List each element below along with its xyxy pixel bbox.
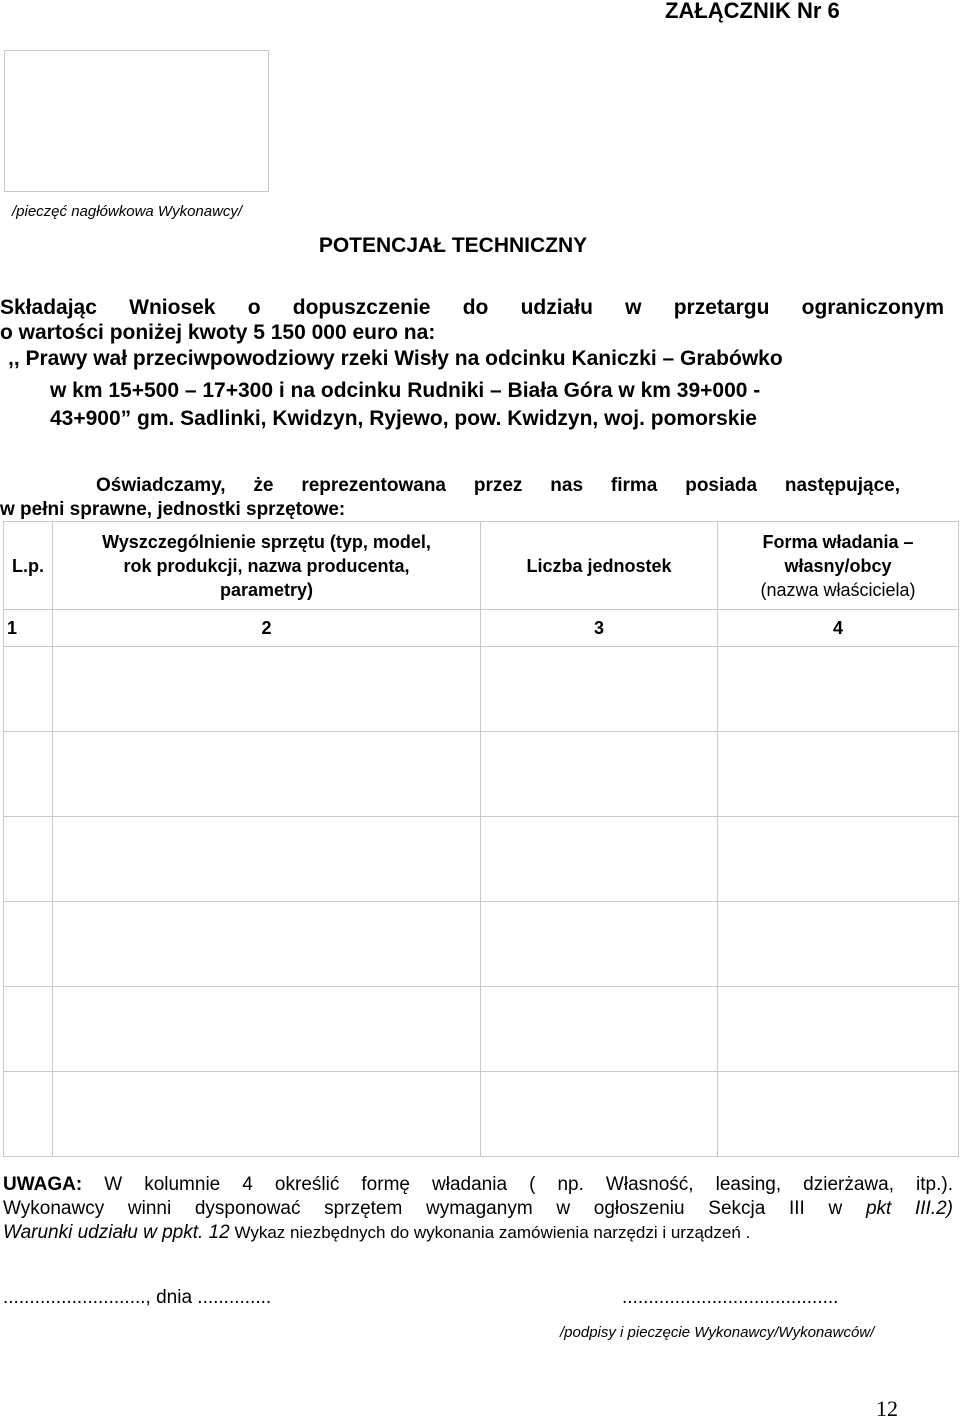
annex-label: ZAŁĄCZNIK Nr 6 (665, 0, 840, 23)
header-own-line-2: własny/obcy (784, 555, 892, 576)
header-own-line-3: (nazwa właściciela) (760, 579, 916, 600)
intro-line-1: Składając Wniosek o dopuszczenie do udziału w przetargu ograniczonym (0, 296, 944, 319)
project-line-2: w km 15+500 – 17+300 i na odcinku Rudniki – Biała Góra w km 39+000 - (50, 379, 761, 402)
cell[interactable] (718, 817, 959, 902)
note-label: UWAGA: (3, 1174, 83, 1195)
company-stamp-box (4, 50, 269, 192)
column-number: 1 (4, 610, 53, 647)
cell[interactable] (53, 902, 481, 987)
project-line-3: 43+900” gm. Sadlinki, Kwidzyn, Ryjewo, pow. Kwidzyn, woj. pomorskie (50, 407, 757, 430)
equipment-table (3, 521, 959, 1157)
cell[interactable] (53, 647, 481, 732)
cell[interactable] (481, 732, 718, 817)
table-row (4, 987, 959, 1072)
table-row (4, 732, 959, 817)
signature-label: /podpisy i pieczęcie Wykonawcy/Wykonawców/ (560, 1324, 875, 1341)
cell[interactable] (718, 732, 959, 817)
cell[interactable] (481, 1072, 718, 1157)
table-row (4, 902, 959, 987)
note-reference: pkt III.2) (865, 1198, 953, 1219)
header-spec-line-1: Wyszczególnienie sprzętu (typ, model, (102, 531, 431, 552)
table-header-row (4, 522, 959, 610)
cell[interactable] (481, 647, 718, 732)
header-equipment-spec (53, 522, 481, 610)
cell[interactable] (53, 732, 481, 817)
column-number: 4 (718, 610, 959, 647)
header-spec-line-2: rok produkcji, nazwa producenta, (123, 555, 410, 576)
note-text-1: W kolumnie 4 określić formę władania ( np. Własność, leasing, dzierżawa, itp.). (82, 1174, 953, 1195)
declaration-line-1: Oświadczamy, że reprezentowana przez nas firma posiada następujące, (96, 475, 900, 496)
cell[interactable] (53, 817, 481, 902)
intro-line-2: o wartości poniżej kwoty 5 150 000 euro na: (0, 321, 436, 344)
note-line-2 (3, 1197, 953, 1221)
cell[interactable] (481, 987, 718, 1072)
header-spec-line-3: parametry) (219, 579, 314, 600)
note-block (3, 1173, 953, 1245)
cell[interactable] (4, 987, 53, 1072)
cell[interactable] (53, 987, 481, 1072)
column-number-row (4, 610, 959, 647)
note-text-2: Wykonawcy winni dysponować sprzętem wymaganym w ogłoszeniu Sekcja III w (3, 1198, 866, 1219)
note-text-3: Wykaz niezbędnych do wykonania zamówienia narzędzi i urządzeń . (229, 1223, 751, 1242)
declaration (0, 474, 900, 522)
place-date-line: ..........................., dnia .............. (3, 1287, 272, 1308)
document-title: POTENCJAŁ TECHNICZNY (318, 234, 588, 257)
signature-line: ......................................... (622, 1287, 839, 1308)
cell[interactable] (481, 817, 718, 902)
stamp-label: /pieczęć nagłówkowa Wykonawcy/ (12, 203, 243, 220)
header-lp: L.p. (4, 522, 53, 610)
table-row (4, 817, 959, 902)
note-reference-2: Warunki udziału w ppkt. 12 (3, 1222, 230, 1243)
cell[interactable] (4, 817, 53, 902)
declaration-line-2: w pełni sprawne, jednostki sprzętowe: (0, 499, 346, 520)
cell[interactable] (4, 647, 53, 732)
cell[interactable] (718, 902, 959, 987)
note-line-1 (3, 1173, 953, 1197)
note-line-3 (3, 1221, 953, 1245)
cell[interactable] (718, 987, 959, 1072)
table-row (4, 647, 959, 732)
table-row (4, 1072, 959, 1157)
header-own-line-1: Forma władania – (762, 531, 914, 552)
cell[interactable] (481, 902, 718, 987)
cell[interactable] (4, 1072, 53, 1157)
cell[interactable] (718, 647, 959, 732)
header-ownership (718, 522, 959, 610)
cell[interactable] (4, 732, 53, 817)
cell[interactable] (718, 1072, 959, 1157)
column-number: 3 (481, 610, 718, 647)
project-line-1: ,, Prawy wał przeciwpowodziowy rzeki Wisły na odcinku Kaniczki – Grabówko (8, 347, 783, 370)
page-number: 12 (876, 1396, 898, 1421)
cell[interactable] (53, 1072, 481, 1157)
cell[interactable] (4, 902, 53, 987)
header-unit-count: Liczba jednostek (481, 522, 718, 610)
column-number: 2 (53, 610, 481, 647)
